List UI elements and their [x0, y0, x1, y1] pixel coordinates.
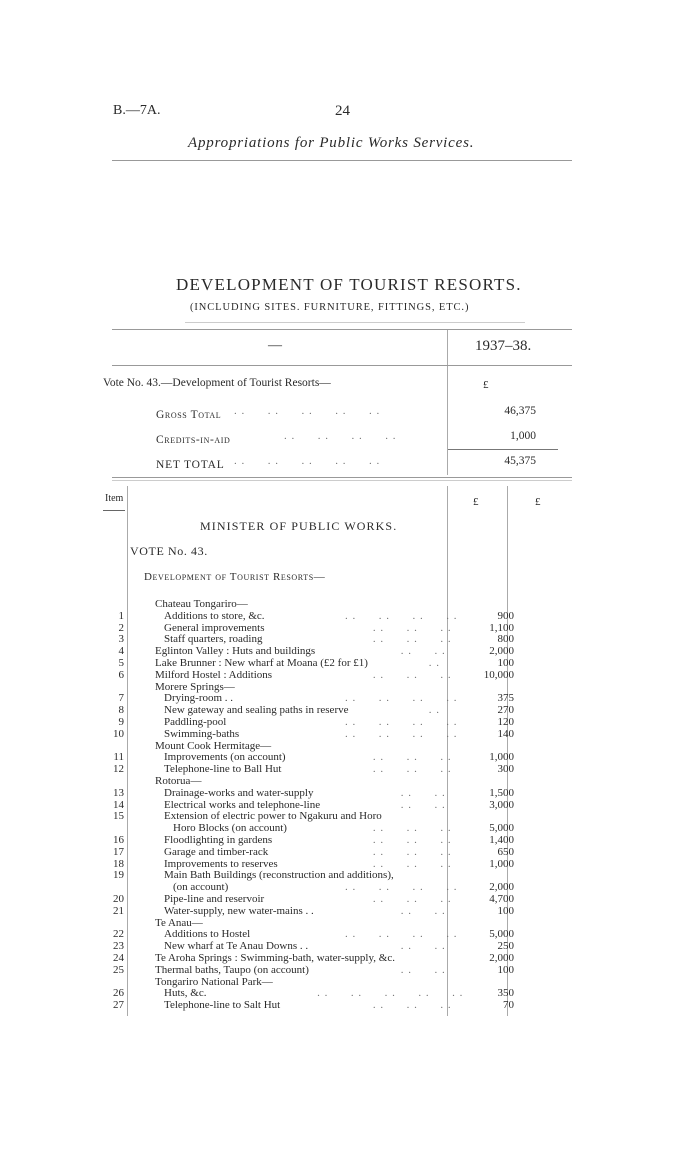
leader-dots: . . . . . . . .	[345, 928, 458, 941]
item-amount: 2,000	[489, 881, 514, 894]
summary-year: 1937–38.	[475, 338, 532, 354]
item-number: 21	[113, 904, 124, 917]
leader-dots: . . . . . . . .	[345, 716, 458, 728]
item-label: Lake Brunner : New wharf at Moana (£2 for £1)	[155, 657, 368, 669]
table-row	[100, 763, 520, 775]
item-number: 24	[113, 952, 124, 964]
summary-dots: . . . . . . . .	[284, 430, 397, 442]
summary-amount: 46,375	[504, 405, 536, 417]
leader-dots: . .	[428, 704, 440, 717]
item-amount: 1,100	[489, 621, 514, 634]
leader-dots: . . . .	[400, 904, 446, 917]
item-label: Staff quarters, roading	[164, 633, 263, 646]
item-number: 23	[113, 940, 124, 953]
document-subtitle: (INCLUDING SITES. FURNITURE, FITTINGS, ETC.)	[190, 302, 470, 313]
table-row	[100, 999, 520, 1011]
item-label: Swimming-baths	[164, 727, 240, 740]
table-row	[100, 822, 520, 834]
table-row	[100, 622, 520, 634]
item-amount: 1,400	[489, 834, 514, 846]
leader-dots: . . . . . . . . . .	[317, 987, 464, 1000]
item-label: Telephone-line to Ball Hut	[164, 763, 282, 776]
leader-dots: . . . . . .	[372, 845, 452, 858]
summary-label: NET TOTAL	[156, 459, 225, 471]
item-number: 17	[113, 845, 124, 858]
table-row	[100, 681, 520, 693]
item-label: Eglinton Valley : Huts and buildings	[155, 645, 316, 658]
vote-heading: VOTE No. 43.	[130, 544, 208, 558]
summary-vote-line: Vote No. 43.—Development of Tourist Resorts—	[103, 377, 331, 389]
table-row	[100, 775, 520, 787]
item-label: Huts, &c.	[164, 987, 207, 1000]
item-label: Drying-room . .	[164, 692, 234, 705]
leader-dots: . . . . . .	[372, 834, 452, 846]
table-row	[100, 846, 520, 858]
leader-dots: . . . .	[400, 645, 446, 658]
item-number: 1	[118, 609, 124, 622]
item-label: Main Bath Buildings (reconstruction and additions),	[164, 869, 394, 882]
item-label: Paddling-pool	[164, 716, 227, 728]
leader-dots: . . . . . .	[372, 668, 452, 681]
summary-dash: —	[268, 338, 282, 353]
table-row	[100, 917, 520, 929]
table-row	[100, 645, 520, 657]
item-label: New wharf at Te Anau Downs . .	[164, 940, 309, 953]
table-row	[100, 858, 520, 870]
summary-amount: 45,375	[504, 455, 536, 467]
item-label: Improvements to reserves	[164, 857, 278, 870]
leader-dots: . . . . . .	[372, 763, 452, 776]
item-number: 18	[113, 857, 124, 870]
item-label: Thermal baths, Taupo (on account)	[155, 963, 309, 976]
summary-bottom-rule-2	[112, 480, 572, 481]
title-rule	[185, 322, 525, 323]
leader-dots: . . . . . .	[372, 751, 452, 764]
leader-dots: . . . . . .	[372, 999, 452, 1012]
item-label: Additions to store, &c.	[164, 609, 265, 622]
item-label: Pipe-line and reservoir	[164, 893, 265, 905]
item-label: Electrical works and telephone-line	[164, 798, 321, 811]
table-row	[100, 940, 520, 952]
item-number: 10	[113, 727, 124, 740]
summary-label: Gross Total	[156, 409, 222, 421]
item-label: Drainage-works and water-supply	[164, 786, 314, 799]
item-amount: 5,000	[489, 822, 514, 835]
section-heading: Development of Tourist Resorts—	[144, 571, 326, 583]
leader-dots: . . . . . . . .	[345, 881, 458, 894]
item-amount: 900	[497, 609, 514, 622]
item-label: Te Anau—	[155, 916, 203, 929]
detail-col2-currency: £	[535, 496, 541, 508]
table-row	[100, 728, 520, 740]
item-amount: 10,000	[483, 668, 514, 681]
table-row	[100, 810, 520, 822]
item-number: 26	[113, 987, 124, 1000]
table-row	[100, 716, 520, 728]
item-label: Te Aroha Springs : Swimming-bath, water-supply, &c.	[155, 952, 395, 964]
item-amount: 300	[497, 763, 514, 776]
table-row	[100, 893, 520, 905]
item-amount: 800	[497, 633, 514, 646]
table-row	[100, 928, 520, 940]
table-row	[100, 869, 520, 881]
table-row	[100, 881, 520, 893]
item-amount: 2,000	[489, 645, 514, 658]
table-row	[100, 598, 520, 610]
table-row	[100, 952, 520, 964]
header-rule	[112, 160, 572, 161]
leader-dots: . . . .	[400, 963, 446, 976]
item-amount: 1,000	[489, 857, 514, 870]
item-label: Morere Springs—	[155, 680, 235, 693]
summary-bottom-rule	[112, 477, 572, 478]
summary-subtotal-rule	[448, 449, 558, 450]
item-amount: 140	[497, 727, 514, 740]
item-amount: 5,000	[489, 928, 514, 941]
item-amount: 270	[497, 704, 514, 717]
item-label: Extension of electric power to Ngakuru and Horo	[164, 810, 382, 823]
item-amount: 375	[497, 692, 514, 705]
item-label: Horo Blocks (on account)	[173, 822, 287, 835]
item-amount: 3,000	[489, 798, 514, 811]
table-row	[100, 740, 520, 752]
item-number: 7	[118, 692, 124, 705]
item-label: General improvements	[164, 621, 265, 634]
item-amount: 100	[497, 963, 514, 976]
item-number: 14	[113, 798, 124, 811]
document-title: DEVELOPMENT OF TOURIST RESORTS.	[176, 275, 522, 294]
item-number: 11	[113, 751, 124, 764]
item-amount: 650	[497, 845, 514, 858]
item-number: 8	[118, 704, 124, 717]
leader-dots: . . . . . . . .	[345, 727, 458, 740]
table-row	[100, 657, 520, 669]
leader-dots: . . . . . .	[372, 621, 452, 634]
leader-dots: . . . .	[400, 798, 446, 811]
summary-label: Credits-in-aid	[156, 434, 231, 446]
item-number: 13	[113, 786, 124, 799]
leader-dots: . . . .	[400, 786, 446, 799]
item-label: Floodlighting in gardens	[164, 834, 273, 846]
leader-dots: . . . . . .	[372, 822, 452, 835]
item-label: Tongariro National Park—	[155, 975, 273, 988]
item-label: New gateway and sealing paths in reserve	[164, 704, 349, 717]
leader-dots: . .	[428, 657, 440, 669]
summary-row-gross	[156, 405, 536, 423]
leader-dots: . . . . . .	[372, 633, 452, 646]
summary-row-net	[156, 455, 536, 473]
item-label: Additions to Hostel	[164, 928, 251, 941]
item-amount: 100	[497, 904, 514, 917]
table-row	[100, 669, 520, 681]
item-label: (on account)	[173, 881, 229, 894]
summary-row-credits	[156, 430, 536, 448]
item-amount: 1,000	[489, 751, 514, 764]
summary-currency: £	[483, 379, 489, 391]
item-label: Telephone-line to Salt Hut	[164, 999, 281, 1012]
item-column-header: Item	[105, 493, 124, 504]
summary-dots: . . . . . . . . . .	[234, 455, 381, 467]
summary-amount: 1,000	[510, 430, 536, 442]
table-row	[100, 692, 520, 704]
leader-dots: . . . . . . . .	[345, 609, 458, 622]
item-amount: 120	[497, 716, 514, 728]
item-amount: 100	[497, 657, 514, 669]
leader-dots: . . . .	[400, 940, 446, 953]
summary-top-rule	[112, 329, 572, 330]
leader-dots: . . . . . .	[372, 857, 452, 870]
item-label: Water-supply, new water-mains . .	[164, 904, 314, 917]
item-label: Milford Hostel : Additions	[155, 668, 273, 681]
item-label: Mount Cook Hermitage—	[155, 739, 272, 752]
item-number: 4	[118, 645, 124, 658]
detail-col1-currency: £	[473, 496, 479, 508]
summary-dots: . . . . . . . . . .	[234, 405, 381, 417]
item-number: 16	[113, 834, 124, 846]
page-heading: Appropriations for Public Works Services.	[188, 135, 475, 151]
summary-header-rule	[112, 365, 572, 366]
item-number: 5	[118, 657, 124, 669]
table-row	[100, 976, 520, 988]
item-amount: 350	[497, 987, 514, 1000]
table-row	[100, 633, 520, 645]
table-row	[100, 834, 520, 846]
item-amount: 1,500	[489, 786, 514, 799]
item-amount: 250	[497, 940, 514, 953]
table-row	[100, 751, 520, 763]
table-row	[100, 964, 520, 976]
item-number: 2	[118, 621, 124, 634]
table-row	[100, 704, 520, 716]
item-number: 22	[113, 928, 124, 941]
item-number: 20	[113, 893, 124, 905]
item-number: 12	[113, 763, 124, 776]
item-header-underline	[103, 510, 125, 511]
item-amount: 70	[503, 999, 514, 1012]
item-number: 6	[118, 668, 124, 681]
item-amount: 4,700	[489, 893, 514, 905]
table-row	[100, 905, 520, 917]
summary-column-divider	[447, 330, 448, 475]
item-label: Rotorua—	[155, 775, 202, 787]
table-row	[100, 987, 520, 999]
page-reference: B.—7A.	[113, 103, 161, 118]
table-row	[100, 787, 520, 799]
item-number: 25	[113, 963, 124, 976]
item-number: 15	[113, 810, 124, 823]
item-number: 9	[118, 716, 124, 728]
item-label: Garage and timber-rack	[164, 845, 269, 858]
item-amount: 2,000	[489, 952, 514, 964]
page-number: 24	[335, 103, 350, 119]
item-label: Improvements (on account)	[164, 751, 286, 764]
item-number: 3	[118, 633, 124, 646]
item-label: Chateau Tongariro—	[155, 598, 248, 610]
leader-dots: . . . . . .	[372, 893, 452, 905]
table-row	[100, 610, 520, 622]
table-row	[100, 799, 520, 811]
leader-dots: . . . . . . . .	[345, 692, 458, 705]
minister-heading: MINISTER OF PUBLIC WORKS.	[200, 519, 398, 533]
item-number: 19	[113, 869, 124, 882]
item-number: 27	[113, 999, 124, 1012]
